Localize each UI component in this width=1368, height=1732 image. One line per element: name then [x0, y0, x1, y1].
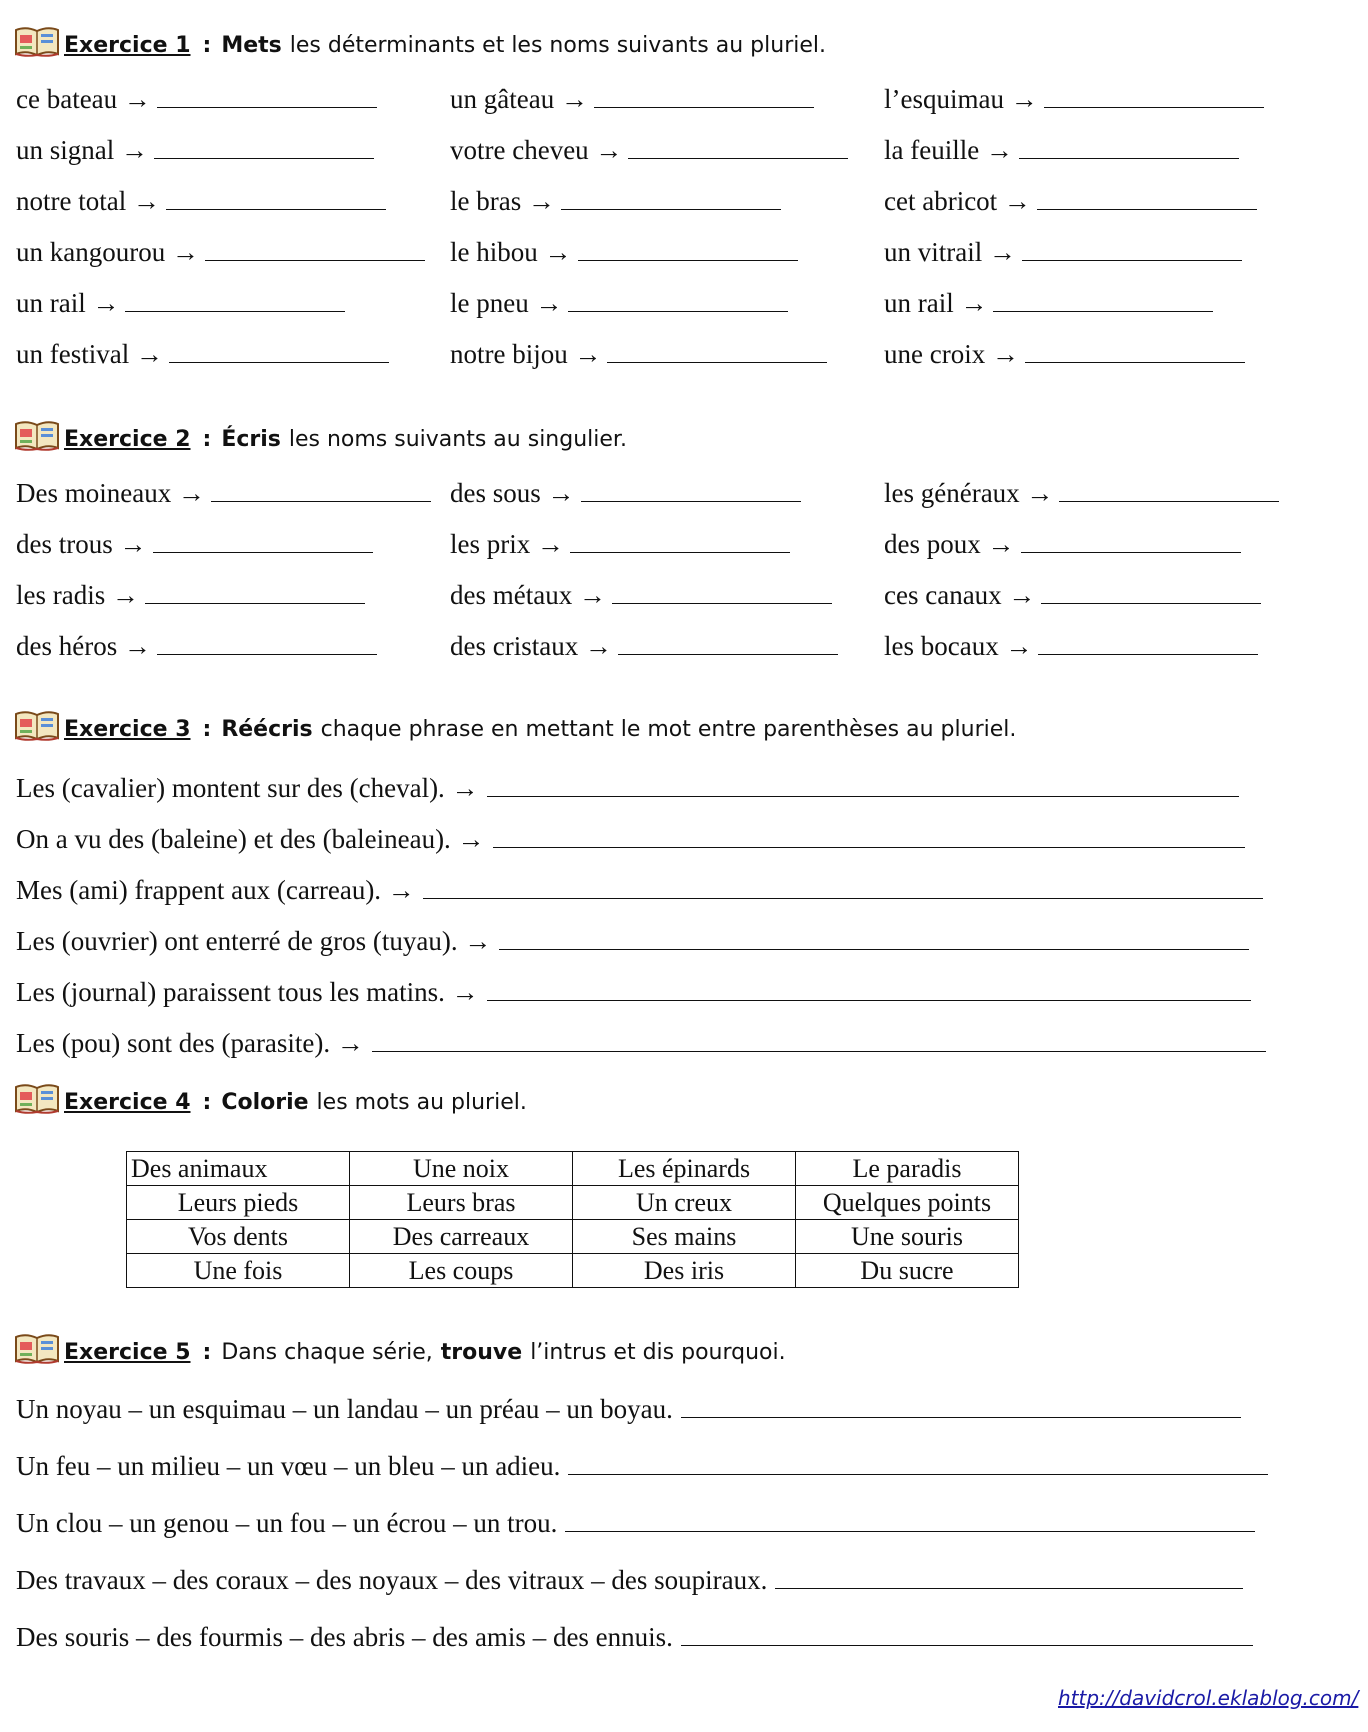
sentence-row — [16, 1028, 1266, 1059]
grid-row — [0, 288, 1368, 328]
word-item — [884, 580, 1261, 611]
word-item — [450, 580, 832, 611]
sentence-text: Un noyau – un esquimau – un landau – un préau – un boyau. — [16, 1394, 673, 1424]
instruction-pre-text: Dans chaque série, — [221, 1340, 433, 1365]
word-cell[interactable]: Une noix — [350, 1152, 573, 1186]
word-label: un signal → — [16, 135, 148, 165]
word-cell[interactable]: Ses mains — [573, 1220, 796, 1254]
colon: : — [202, 1090, 212, 1115]
word-item — [450, 339, 827, 370]
word-label: l’esquimau → — [884, 84, 1038, 114]
instruction-text: l’intrus et dis pourquoi. — [530, 1340, 786, 1365]
answer-line[interactable] — [499, 948, 1249, 950]
instruction-text: chaque phrase en mettant le mot entre parenthèses au pluriel. — [320, 717, 1017, 742]
answer-line[interactable] — [145, 602, 365, 604]
word-label: un rail → — [884, 288, 988, 318]
sentence-text: On a vu des (baleine) et des (baleineau). → — [16, 824, 485, 854]
answer-line[interactable] — [561, 208, 781, 210]
word-item — [16, 478, 431, 509]
exercise-2-header — [14, 412, 627, 452]
word-item — [450, 288, 788, 319]
colon: : — [202, 427, 212, 452]
answer-line[interactable] — [1019, 157, 1239, 159]
instruction-text: les déterminants et les noms suivants au pluriel. — [289, 33, 826, 58]
answer-line[interactable] — [372, 1050, 1266, 1052]
word-label: des poux → — [884, 529, 1015, 559]
instruction-verb: trouve — [440, 1340, 523, 1365]
word-item — [884, 186, 1257, 217]
answer-line[interactable] — [487, 795, 1239, 797]
word-cell[interactable]: Une fois — [127, 1254, 350, 1288]
word-item — [450, 186, 781, 217]
answer-line[interactable] — [157, 653, 377, 655]
answer-line[interactable] — [594, 106, 814, 108]
exercise-1-header — [14, 18, 826, 58]
grid-row — [0, 580, 1368, 620]
instruction-verb: Réécris — [221, 717, 313, 742]
answer-line[interactable] — [565, 1530, 1255, 1532]
word-item — [884, 237, 1242, 268]
open-book-icon — [14, 24, 60, 58]
answer-line[interactable] — [423, 897, 1263, 899]
word-item — [884, 84, 1264, 115]
coloring-table — [126, 1151, 1019, 1288]
word-cell[interactable]: Leurs bras — [350, 1186, 573, 1220]
word-cell[interactable]: Du sucre — [796, 1254, 1019, 1288]
answer-line[interactable] — [618, 653, 838, 655]
word-item — [450, 135, 848, 166]
word-label: la feuille → — [884, 135, 1013, 165]
answer-line[interactable] — [166, 208, 386, 210]
word-item — [16, 237, 425, 268]
answer-line[interactable] — [211, 500, 431, 502]
colon: : — [202, 717, 212, 742]
answer-line[interactable] — [568, 1473, 1268, 1475]
answer-line[interactable] — [1025, 361, 1245, 363]
word-item — [450, 478, 801, 509]
grid-row — [0, 631, 1368, 671]
grid-row — [0, 84, 1368, 124]
word-item — [450, 84, 814, 115]
sentence-row — [16, 1508, 1255, 1539]
sentence-text: Les (ouvrier) ont enterré de gros (tuyau). → — [16, 926, 492, 956]
word-item — [16, 288, 345, 319]
word-item — [16, 135, 374, 166]
exercise-title: Exercice 3 — [64, 717, 191, 742]
word-cell[interactable]: Des iris — [573, 1254, 796, 1288]
sentence-row — [16, 875, 1263, 906]
word-label: une croix → — [884, 339, 1019, 369]
word-label: les radis → — [16, 580, 139, 610]
word-cell[interactable]: Le paradis — [796, 1152, 1019, 1186]
sentence-row — [16, 1451, 1268, 1482]
sentence-text: Des travaux – des coraux – des noyaux – des vitraux – des soupiraux. — [16, 1565, 768, 1595]
word-label: un gâteau → — [450, 84, 588, 114]
answer-line[interactable] — [628, 157, 848, 159]
sentence-row — [16, 1565, 1243, 1596]
sentence-row — [16, 926, 1249, 957]
word-item — [450, 529, 790, 560]
answer-line[interactable] — [487, 999, 1251, 1001]
sentence-row — [16, 824, 1245, 855]
grid-row — [0, 186, 1368, 226]
word-item — [16, 339, 389, 370]
answer-line[interactable] — [1038, 653, 1258, 655]
word-label: un rail → — [16, 288, 120, 318]
word-label: les généraux → — [884, 478, 1054, 508]
word-label: votre cheveu → — [450, 135, 623, 165]
sentence-text: Mes (ami) frappent aux (carreau). → — [16, 875, 415, 905]
word-label: le bras → — [450, 186, 555, 216]
sentence-row — [16, 1622, 1253, 1653]
instruction-text: les mots au pluriel. — [316, 1090, 527, 1115]
word-cell[interactable]: Des animaux — [127, 1152, 350, 1186]
table-row — [127, 1254, 1019, 1288]
sentence-row — [16, 773, 1239, 804]
word-item — [16, 631, 377, 662]
sentence-text: Un feu – un milieu – un vœu – un bleu – un adieu. — [16, 1451, 561, 1481]
table-row — [127, 1186, 1019, 1220]
word-label: le pneu → — [450, 288, 563, 318]
instruction-verb: Colorie — [221, 1090, 309, 1115]
answer-line[interactable] — [205, 259, 425, 261]
exercise-5-header — [14, 1325, 786, 1365]
table-row — [127, 1152, 1019, 1186]
exercise-3-header — [14, 702, 1016, 742]
word-label: les bocaux → — [884, 631, 1033, 661]
sentence-text: Les (pou) sont des (parasite). → — [16, 1028, 364, 1058]
word-label: ce bateau → — [16, 84, 151, 114]
word-item — [16, 529, 373, 560]
word-cell[interactable]: Quelques points — [796, 1186, 1019, 1220]
word-label: des cristaux → — [450, 631, 612, 661]
colon: : — [202, 1340, 212, 1365]
answer-line[interactable] — [1021, 551, 1241, 553]
word-item — [884, 135, 1239, 166]
sentence-row — [16, 1394, 1241, 1425]
answer-line[interactable] — [775, 1587, 1243, 1589]
word-label: un kangourou → — [16, 237, 199, 267]
colon: : — [202, 33, 212, 58]
answer-line[interactable] — [157, 106, 377, 108]
answer-line[interactable] — [993, 310, 1213, 312]
word-item — [450, 631, 838, 662]
exercise-title: Exercice 2 — [64, 427, 191, 452]
word-item — [16, 580, 365, 611]
open-book-icon — [14, 1331, 60, 1365]
word-cell[interactable]: Leurs pieds — [127, 1186, 350, 1220]
word-item — [16, 186, 386, 217]
answer-line[interactable] — [607, 361, 827, 363]
open-book-icon — [14, 1081, 60, 1115]
exercise-title: Exercice 4 — [64, 1090, 191, 1115]
sentence-text: Les (cavalier) montent sur des (cheval). → — [16, 773, 479, 803]
word-label: les prix → — [450, 529, 564, 559]
answer-line[interactable] — [570, 551, 790, 553]
answer-line[interactable] — [1044, 106, 1264, 108]
word-label: notre total → — [16, 186, 160, 216]
grid-row — [0, 135, 1368, 175]
answer-line[interactable] — [578, 259, 798, 261]
word-label: un festival → — [16, 339, 163, 369]
word-cell[interactable]: Les épinards — [573, 1152, 796, 1186]
footer-link[interactable]: http://davidcrol.eklablog.com/ — [1058, 1686, 1359, 1710]
word-item — [884, 339, 1245, 370]
answer-line[interactable] — [154, 157, 374, 159]
word-label: notre bijou → — [450, 339, 602, 369]
word-cell[interactable]: Des carreaux — [350, 1220, 573, 1254]
answer-line[interactable] — [681, 1416, 1241, 1418]
word-item — [884, 288, 1213, 319]
word-item — [884, 529, 1241, 560]
word-label: cet abricot → — [884, 186, 1031, 216]
answer-line[interactable] — [612, 602, 832, 604]
exercise-title: Exercice 5 — [64, 1340, 191, 1365]
answer-line[interactable] — [1037, 208, 1257, 210]
instruction-text: les noms suivants au singulier. — [288, 427, 627, 452]
instruction-verb: Mets — [221, 33, 282, 58]
word-label: ces canaux → — [884, 580, 1036, 610]
grid-row — [0, 237, 1368, 277]
sentence-text: Un clou – un genou – un fou – un écrou – un trou. — [16, 1508, 558, 1538]
open-book-icon — [14, 418, 60, 452]
word-cell[interactable]: Une souris — [796, 1220, 1019, 1254]
exercise-4-header — [14, 1075, 527, 1115]
word-item — [884, 631, 1258, 662]
word-label: des sous → — [450, 478, 575, 508]
answer-line[interactable] — [581, 500, 801, 502]
answer-line[interactable] — [125, 310, 345, 312]
word-label: des métaux → — [450, 580, 606, 610]
answer-line[interactable] — [1022, 259, 1242, 261]
word-item — [884, 478, 1279, 509]
answer-line[interactable] — [153, 551, 373, 553]
answer-line[interactable] — [493, 846, 1245, 848]
word-label: un vitrail → — [884, 237, 1016, 267]
word-label: des trous → — [16, 529, 147, 559]
answer-line[interactable] — [1059, 500, 1279, 502]
word-label: des héros → — [16, 631, 151, 661]
sentence-row — [16, 977, 1251, 1008]
word-label: Des moineaux → — [16, 478, 205, 508]
word-item — [16, 84, 377, 115]
grid-row — [0, 339, 1368, 379]
answer-line[interactable] — [169, 361, 389, 363]
answer-line[interactable] — [681, 1644, 1253, 1646]
word-cell[interactable]: Vos dents — [127, 1220, 350, 1254]
word-item — [450, 237, 798, 268]
sentence-text: Les (journal) paraissent tous les matins. → — [16, 977, 479, 1007]
grid-row — [0, 478, 1368, 518]
answer-line[interactable] — [1041, 602, 1261, 604]
answer-line[interactable] — [568, 310, 788, 312]
grid-row — [0, 529, 1368, 569]
exercise-title: Exercice 1 — [64, 33, 191, 58]
table-row — [127, 1220, 1019, 1254]
word-cell[interactable]: Les coups — [350, 1254, 573, 1288]
word-label: le hibou → — [450, 237, 572, 267]
word-cell[interactable]: Un creux — [573, 1186, 796, 1220]
sentence-text: Des souris – des fourmis – des abris – des amis – des ennuis. — [16, 1622, 673, 1652]
instruction-verb: Écris — [221, 427, 281, 452]
open-book-icon — [14, 708, 60, 742]
